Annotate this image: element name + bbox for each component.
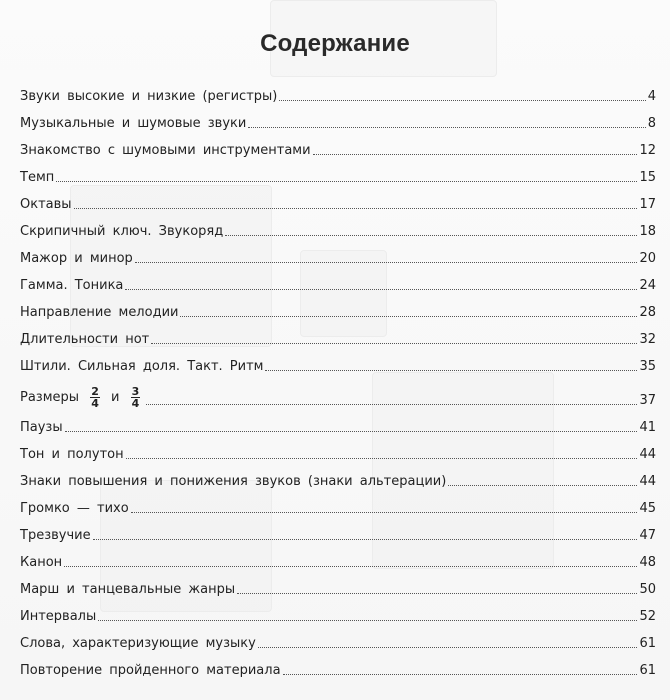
toc-entry-label: Тон и полутон — [20, 447, 124, 462]
toc-entry[interactable] — [20, 159, 656, 186]
toc-entry[interactable] — [20, 78, 656, 105]
dot-leader — [93, 539, 638, 540]
toc-entry-page: 44 — [639, 447, 656, 462]
toc-entry-label: Канон — [20, 555, 63, 570]
toc-entry-page: 47 — [639, 528, 656, 543]
toc-entry-page: 20 — [639, 251, 656, 266]
time-signature-fraction — [90, 386, 100, 409]
toc-entry-page: 44 — [639, 474, 656, 489]
toc-entry[interactable] — [20, 490, 656, 517]
time-signature-fraction — [131, 386, 141, 409]
toc-entry[interactable] — [20, 409, 656, 436]
toc-entry[interactable] — [20, 571, 656, 598]
fraction-numerator: 2 — [91, 385, 99, 398]
dot-leader — [126, 458, 638, 459]
toc-entry-label: Скрипичный ключ. Звукоряд — [20, 224, 224, 239]
toc-entry-label: Направление мелодии — [20, 305, 179, 320]
dot-leader — [74, 208, 638, 209]
toc-entry[interactable] — [20, 463, 656, 490]
toc-entry-page: 50 — [639, 582, 656, 597]
table-of-contents — [20, 78, 656, 679]
toc-entry-page: 28 — [639, 305, 656, 320]
toc-entry-label: Марш и танцевальные жанры — [20, 582, 236, 597]
toc-entry[interactable] — [20, 213, 656, 240]
dot-leader — [146, 404, 637, 405]
toc-entry-label: Гамма. Тоника — [20, 278, 124, 293]
dot-leader — [258, 647, 638, 648]
toc-entry-label: Штили. Сильная доля. Такт. Ритм — [20, 359, 264, 374]
toc-entry-page: 12 — [639, 143, 656, 158]
toc-entry-label: Знаки повышения и понижения звуков (знаки альтерации) — [20, 474, 447, 489]
toc-entry-page: 41 — [639, 420, 656, 435]
toc-entry-page: 61 — [639, 663, 656, 678]
toc-entry-label: Музыкальные и шумовые звуки — [20, 116, 247, 131]
toc-entry[interactable] — [20, 294, 656, 321]
toc-entry-label: Трезвучие — [20, 528, 91, 543]
toc-entry-label: Знакомство с шумовыми инструментами — [20, 143, 311, 158]
dot-leader — [180, 316, 637, 317]
fraction-numerator: 3 — [131, 385, 140, 398]
toc-entry-label — [20, 386, 144, 409]
page-title: Содержание — [260, 30, 410, 57]
toc-entry-page: 32 — [639, 332, 656, 347]
dot-leader — [279, 100, 645, 101]
toc-entry[interactable] — [20, 348, 656, 375]
toc-entry-page: 37 — [639, 393, 656, 408]
toc-entry[interactable] — [20, 375, 656, 409]
toc-entry[interactable] — [20, 625, 656, 652]
dot-leader — [225, 235, 637, 236]
toc-entry-label: Мажор и минор — [20, 251, 133, 266]
toc-entry[interactable] — [20, 436, 656, 463]
dot-leader — [151, 343, 637, 344]
toc-entry-label: Слова, характеризующие музыку — [20, 636, 256, 651]
toc-entry[interactable] — [20, 517, 656, 544]
toc-entry-page: 4 — [647, 89, 656, 104]
toc-entry-label: Октавы — [20, 197, 72, 212]
dot-leader — [283, 674, 638, 675]
dot-leader — [448, 485, 637, 486]
toc-entry-page: 61 — [639, 636, 656, 651]
toc-entry[interactable] — [20, 240, 656, 267]
dot-leader — [125, 289, 637, 290]
toc-entry-page: 24 — [639, 278, 656, 293]
dot-leader — [65, 431, 638, 432]
toc-entry[interactable] — [20, 544, 656, 571]
toc-entry-page: 48 — [639, 555, 656, 570]
toc-entry-page: 18 — [639, 224, 656, 239]
toc-entry[interactable] — [20, 652, 656, 679]
dot-leader — [248, 127, 645, 128]
dot-leader — [313, 154, 638, 155]
toc-entry-label: Темп — [20, 170, 55, 185]
toc-entry-label: Длительности нот — [20, 332, 150, 347]
dot-leader — [265, 370, 637, 371]
toc-entry[interactable] — [20, 267, 656, 294]
fraction-denominator: 4 — [91, 397, 99, 410]
dot-leader — [64, 566, 637, 567]
toc-entry-label: Звуки высокие и низкие (регистры) — [20, 89, 278, 104]
toc-entry-label-prefix: Размеры — [20, 390, 80, 405]
toc-entry-label: Громко — тихо — [20, 501, 129, 516]
toc-entry-label: Паузы — [20, 420, 63, 435]
toc-entry-page: 35 — [639, 359, 656, 374]
toc-entry-page: 17 — [639, 197, 656, 212]
toc-entry[interactable] — [20, 132, 656, 159]
dot-leader — [135, 262, 638, 263]
toc-entry[interactable] — [20, 186, 656, 213]
toc-entry-page: 52 — [639, 609, 656, 624]
toc-entry[interactable] — [20, 321, 656, 348]
dot-leader — [56, 181, 637, 182]
toc-entry-label-join: и — [110, 390, 120, 405]
toc-entry[interactable] — [20, 105, 656, 132]
toc-entry[interactable] — [20, 598, 656, 625]
toc-entry-label: Повторение пройденного материала — [20, 663, 281, 678]
fraction-denominator: 4 — [131, 397, 140, 410]
dot-leader — [237, 593, 637, 594]
dot-leader — [98, 620, 637, 621]
toc-entry-page: 8 — [647, 116, 656, 131]
toc-entry-page: 45 — [639, 501, 656, 516]
dot-leader — [131, 512, 638, 513]
toc-entry-label: Интервалы — [20, 609, 97, 624]
toc-entry-page: 15 — [639, 170, 656, 185]
